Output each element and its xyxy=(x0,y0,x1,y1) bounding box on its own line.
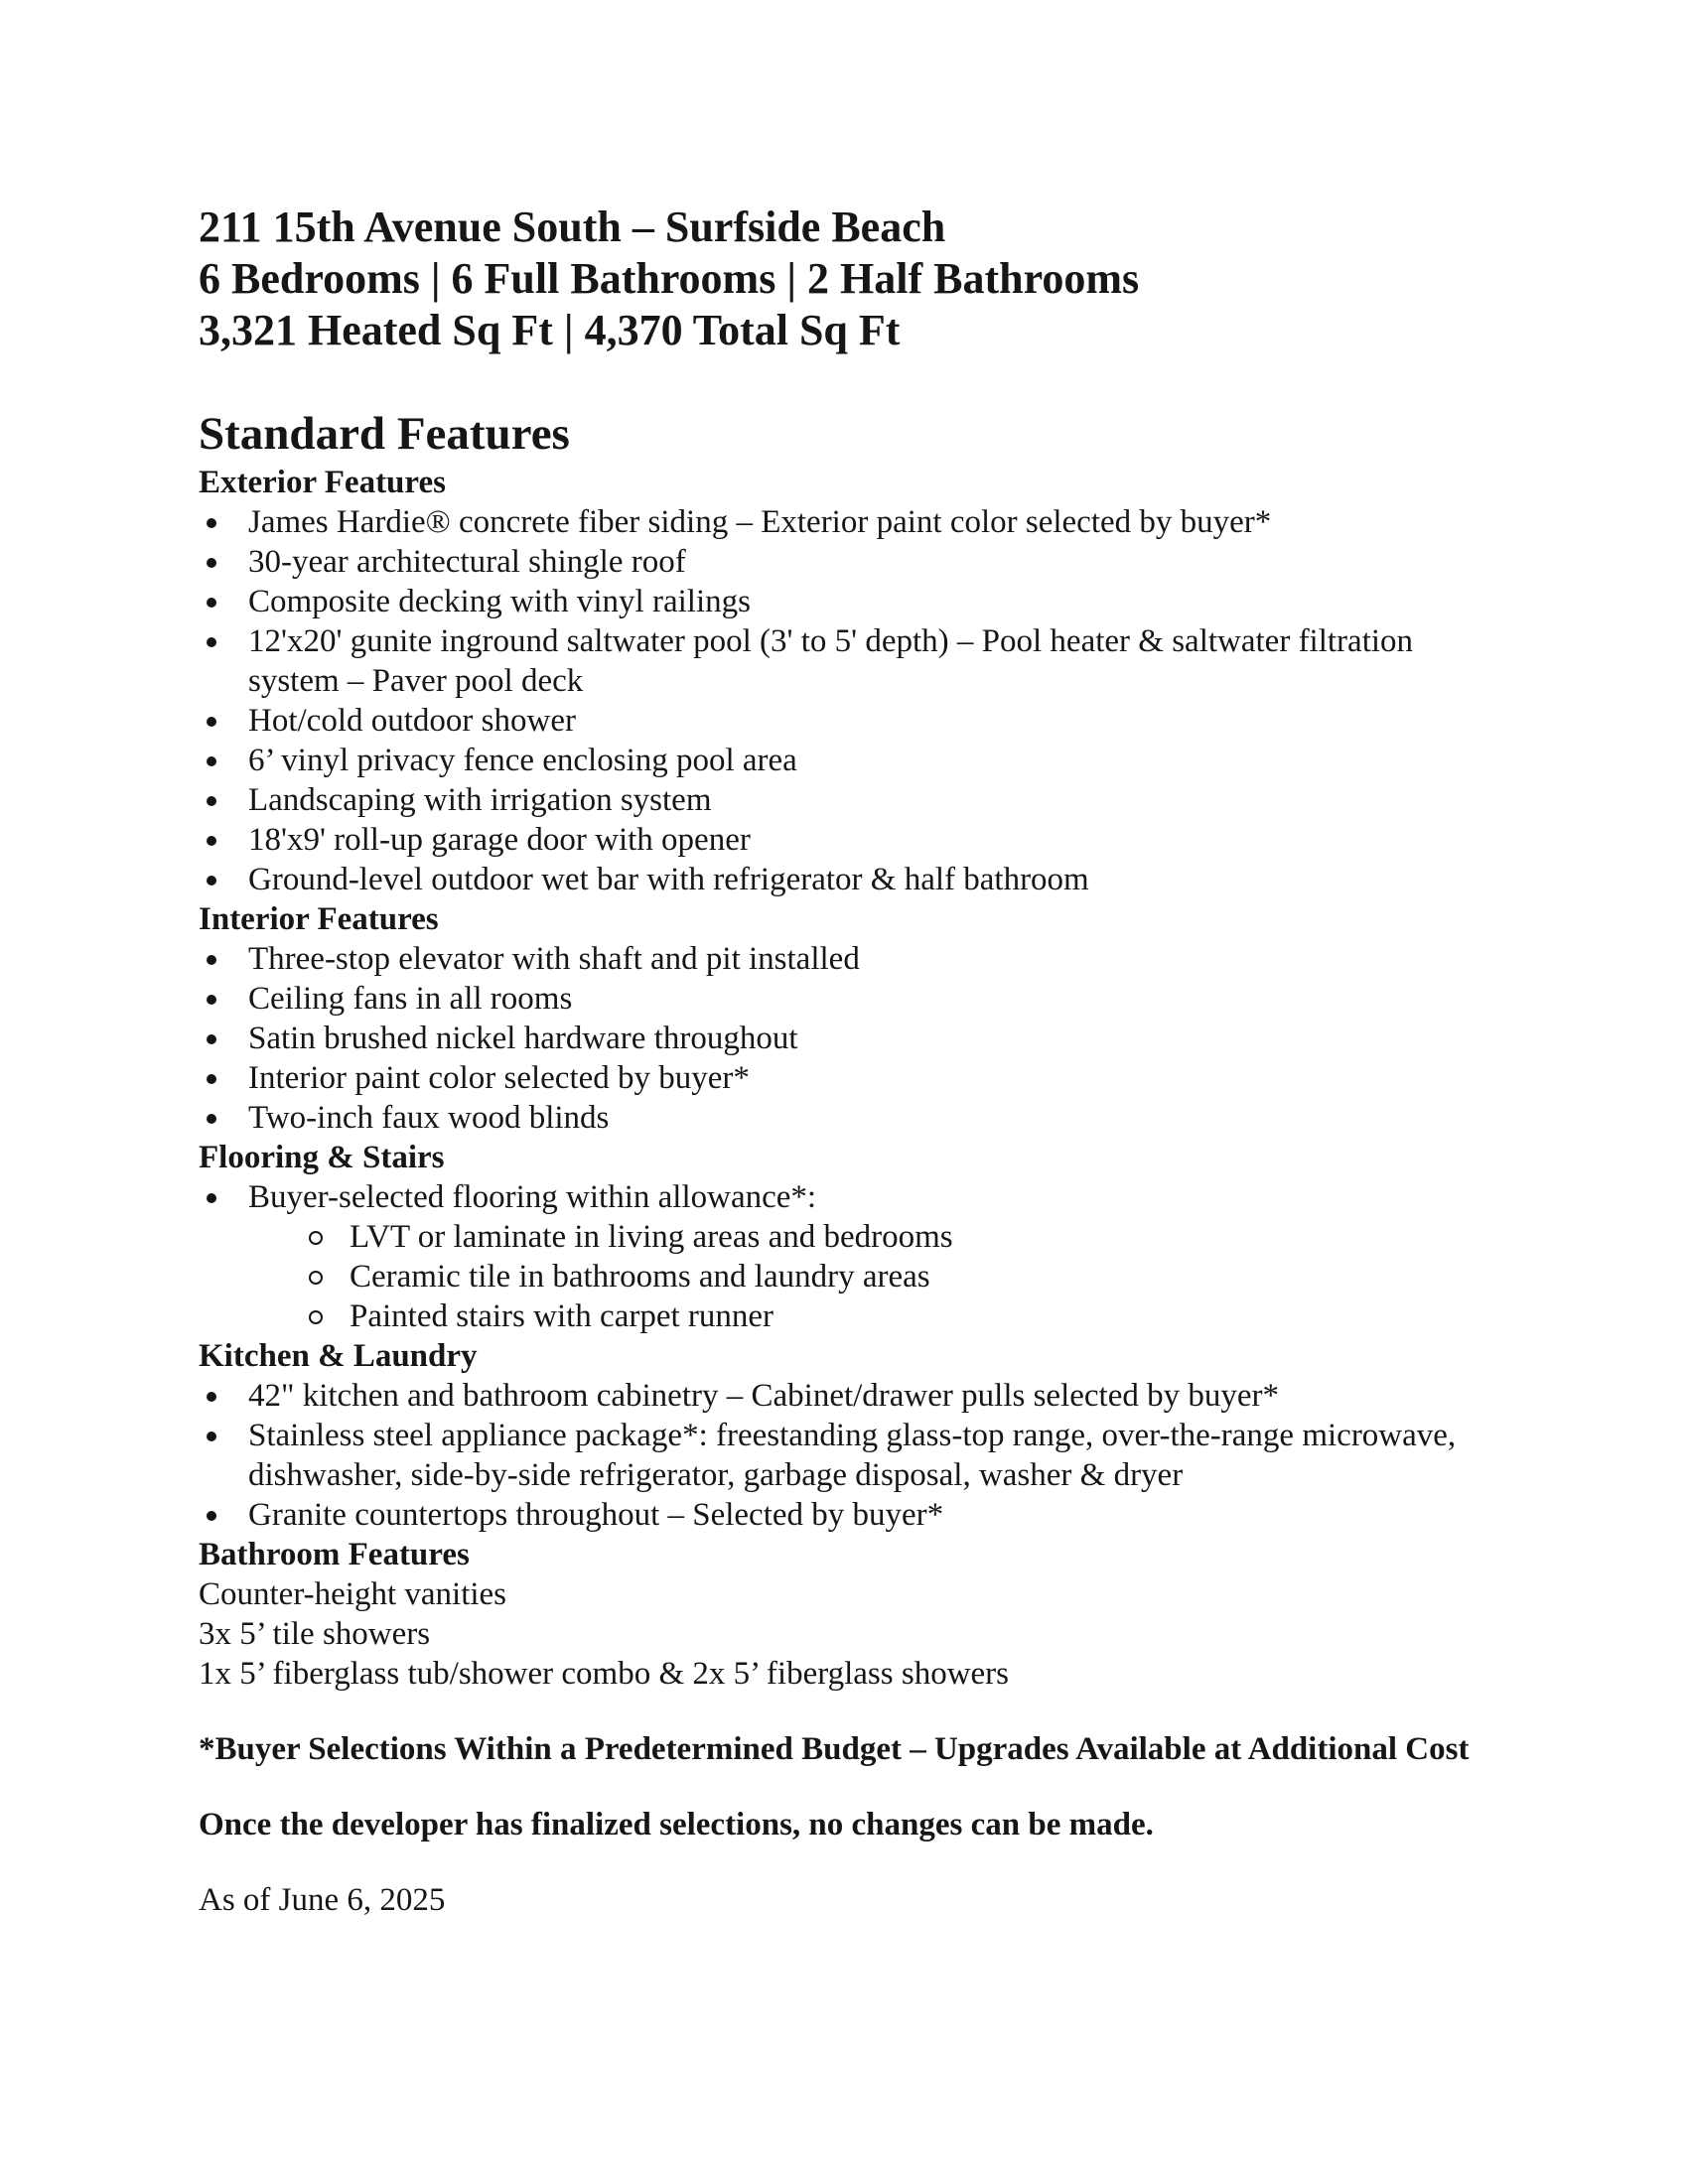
feature-bullet xyxy=(199,1098,1479,1138)
feature-bullet xyxy=(199,939,1479,979)
feature-sections xyxy=(199,463,1479,1694)
feature-text: Three-stop elevator with shaft and pit installed xyxy=(248,941,860,977)
bullet-icon xyxy=(207,637,216,647)
sub-feature-text: Ceramic tile in bathrooms and laundry areas xyxy=(350,1259,930,1295)
bullet-icon xyxy=(207,1034,216,1044)
circle-bullet-icon xyxy=(309,1310,323,1324)
no-changes-note: Once the developer has finalized selections, no changes can be made. xyxy=(199,1807,1154,1843)
feature-text: Satin brushed nickel hardware throughout xyxy=(248,1021,798,1056)
feature-text: 6’ vinyl privacy fence enclosing pool area xyxy=(248,743,797,778)
bullet-icon xyxy=(207,1392,216,1402)
sub-feature-bullet xyxy=(199,1217,1479,1257)
feature-bullet xyxy=(199,1495,1479,1535)
section-header: Flooring & Stairs xyxy=(199,1140,445,1175)
bullet-icon xyxy=(207,558,216,568)
bullet-icon xyxy=(207,1074,216,1084)
buyer-selections-note: *Buyer Selections Within a Predetermined Budget – Upgrades Available at Additional Cost xyxy=(199,1731,1470,1767)
property-title xyxy=(199,202,1479,356)
bullet-icon xyxy=(207,1114,216,1124)
property-sqft: 3,321 Heated Sq Ft | 4,370 Total Sq Ft xyxy=(199,306,901,354)
bullet-icon xyxy=(207,836,216,846)
bullet-icon xyxy=(207,876,216,886)
feature-text: Landscaping with irrigation system xyxy=(248,782,712,818)
feature-bullet xyxy=(199,1177,1479,1217)
feature-line: Counter-height vanities xyxy=(199,1576,507,1612)
feature-bullet xyxy=(199,1019,1479,1058)
feature-text: Ground-level outdoor wet bar with refrigerator & half bathroom xyxy=(248,862,1089,897)
feature-bullet xyxy=(199,860,1479,899)
feature-text: 12'x20' gunite inground saltwater pool (3' to 5' depth) – Pool heater & saltwater filtration system – Paver pool deck xyxy=(248,623,1414,699)
feature-line: 3x 5’ tile showers xyxy=(199,1616,431,1652)
bullet-icon xyxy=(207,995,216,1005)
feature-bullet xyxy=(199,502,1479,542)
feature-bullet xyxy=(199,582,1479,621)
bullet-icon xyxy=(207,796,216,806)
sub-feature-text: Painted stairs with carpet runner xyxy=(350,1298,774,1334)
bullet-icon xyxy=(207,717,216,727)
standard-features-heading: Standard Features xyxy=(199,408,570,460)
feature-bullet xyxy=(199,979,1479,1019)
sub-feature-text: LVT or laminate in living areas and bedrooms xyxy=(350,1219,953,1255)
sub-feature-bullet xyxy=(199,1257,1479,1297)
bullet-icon xyxy=(207,955,216,965)
feature-bullet xyxy=(199,701,1479,741)
feature-text: Interior paint color selected by buyer* xyxy=(248,1060,750,1096)
feature-text: Hot/cold outdoor shower xyxy=(248,703,576,739)
bullet-icon xyxy=(207,1193,216,1203)
property-beds-baths: 6 Bedrooms | 6 Full Bathrooms | 2 Half Bathrooms xyxy=(199,254,1140,303)
bullet-icon xyxy=(207,518,216,528)
feature-text: 30-year architectural shingle roof xyxy=(248,544,686,580)
feature-bullet xyxy=(199,1376,1479,1416)
feature-text: Granite countertops throughout – Selected by buyer* xyxy=(248,1497,944,1533)
feature-bullet xyxy=(199,820,1479,860)
feature-text: James Hardie® concrete fiber siding – Exterior paint color selected by buyer* xyxy=(248,504,1272,540)
section-header: Interior Features xyxy=(199,901,439,937)
bullet-icon xyxy=(207,756,216,766)
feature-text: Buyer-selected flooring within allowance*: xyxy=(248,1179,817,1215)
section-header: Kitchen & Laundry xyxy=(199,1338,478,1374)
circle-bullet-icon xyxy=(309,1271,323,1285)
as-of-date: As of June 6, 2025 xyxy=(199,1882,446,1918)
feature-bullet xyxy=(199,542,1479,582)
feature-bullet xyxy=(199,741,1479,780)
feature-bullet xyxy=(199,780,1479,820)
feature-bullet xyxy=(199,1416,1479,1495)
feature-bullet xyxy=(199,1058,1479,1098)
feature-text: Composite decking with vinyl railings xyxy=(248,584,751,619)
property-address: 211 15th Avenue South – Surfside Beach xyxy=(199,203,946,251)
sub-feature-bullet xyxy=(199,1297,1479,1336)
bullet-icon xyxy=(207,1432,216,1441)
bullet-icon xyxy=(207,598,216,608)
feature-line: 1x 5’ fiberglass tub/shower combo & 2x 5’ fiberglass showers xyxy=(199,1656,1010,1692)
feature-text: Ceiling fans in all rooms xyxy=(248,981,573,1017)
feature-text: Two-inch faux wood blinds xyxy=(248,1100,610,1136)
feature-text: Stainless steel appliance package*: freestanding glass-top range, over-the-range microwave, dishwasher, side-by-side refrigerator, garbage disposal, washer & dryer xyxy=(248,1418,1457,1493)
section-header: Bathroom Features xyxy=(199,1537,470,1572)
feature-text: 18'x9' roll-up garage door with opener xyxy=(248,822,751,858)
circle-bullet-icon xyxy=(309,1231,323,1245)
feature-text: 42" kitchen and bathroom cabinetry – Cabinet/drawer pulls selected by buyer* xyxy=(248,1378,1279,1414)
section-header: Exterior Features xyxy=(199,465,446,500)
bullet-icon xyxy=(207,1511,216,1521)
feature-bullet xyxy=(199,621,1479,701)
